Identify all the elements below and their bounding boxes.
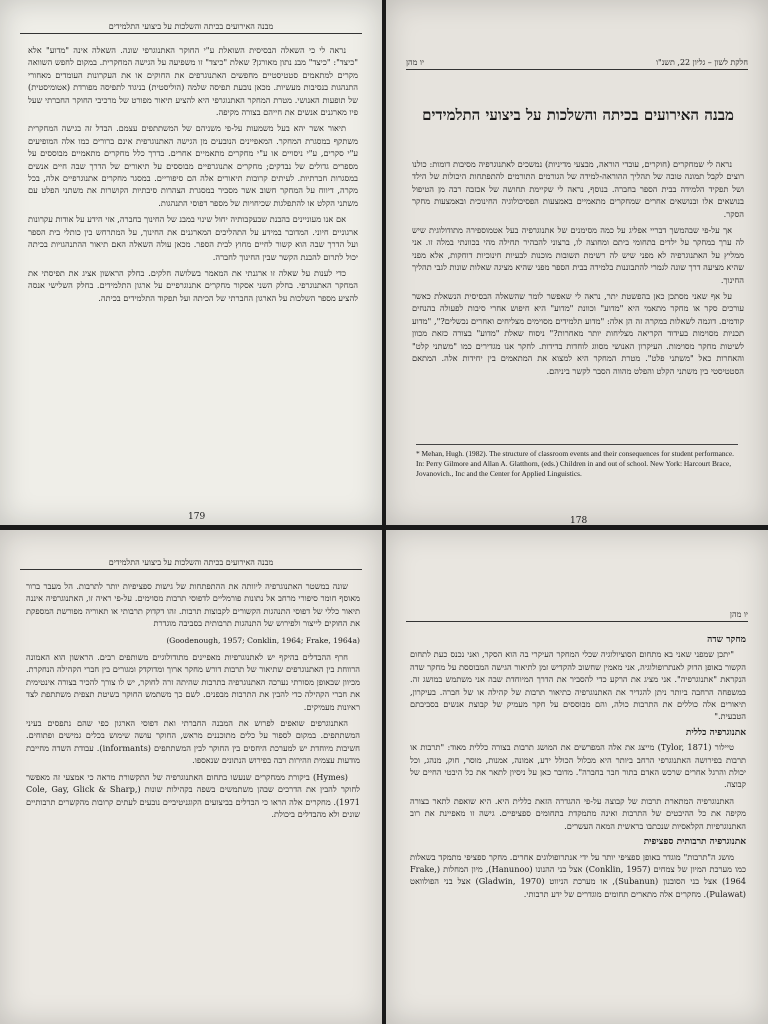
paragraph: האתנוגרפיה המתארת תרבות של קבוצה על-פי ההגדרה הזאת כללית היא. היא שואפת לתאר בצורה מקיפה את כל ההיבטים של התרבות ואינה מתמקדת בתחומים ספציפיים. גישה זו מאפיינת את רוב האתנוגרפיות הקלאסיות שנכתבו בראשית המאה העשרים. bbox=[410, 795, 746, 831]
citation-line bbox=[26, 634, 360, 647]
footnote: * Mehan, Hugh. (1982). The structure of classroom events and their consequences for student performance. In: Perry Gilmore and Allan A. Glatthorn, (eds.) Children in and out of school. New York: Harcourt Brace, Jovanovich., Inc and the Center for Applied Linguistics. bbox=[416, 444, 738, 479]
paragraph: "יתכן שמפני שאני בא מתחום הסוציולוגיה שכלי המחקר העיקרי בה הוא הסקר, ואני נכנס כעת לתחום הקשור באופן הדוק לאנתרופולוגיה, אני מאמין שחשוב להקדיש זמן לתיאור הגישה המבוססת על מחקר שדה הנקראת "אתנוגרפיה". אני מציג את הרקע כדי להסביר את הדרך המיוחדת שבה אני משתמש במושג זה. במשפחה הרחבה ביותר ניתן להגדיר את האתנוגרפיה כתיאור תרבות של קהילה או של חברה. בעיקרון, תיאורים אלה כוללים את התרבות כולה, והם מבוססים על חקר מעמיק של קבוצת אנשים בסביבתם הטבעית." bbox=[410, 649, 746, 722]
paragraph: תיאור אשר יהא בעל משמעות על-פי משניהם של המשתתפים עצמם. הבדל זה בגישה המחקרית משתקף במסגרת המחקר. המאפיינים הנובעים מן הגישה האתנוגרפית אינם ברורים כמו אלה המופיעים ע"י סקרים, ע"י ניסויים או ע"י מחקרים מתאמיים אחרים. בדרך כלל מחקרים מתאמיים מבוססים על מספרים גדולים של נבדקים; מחקרים אתנוגרפיים מבוססים על תיאורים של הדרך שבה חיים אנשים במסגרות חברתיות. לעיתים קרובות תיאורים אלה הם סיפוריים. במסגר מחקרים אתנוגרפיים אלה, בכל מקרה, דיווח על המחקר חשוב אשר מסביר במסגרת הצהרות סיבתיות הקושרות את משתני הפלט עם משתני הקלט או להתפלגות שכיחויות של מספר דפוסי התנהגות. bbox=[28, 123, 358, 208]
page-number: 179 bbox=[188, 512, 206, 522]
body-text bbox=[410, 630, 746, 1020]
paragraph: (Hymes) ביקורת ממחקרים שנעשו בתחום האתנוגרפיה של התקשורת מראה כי אמצעי זה מאפשר לחוקר להבין את הדרכים שבהן משתמשים בשפה בקהילות שונות (Cole, Gay, Glick & Sharp, 1971). מחקרים אלה הראו כי הבדלים בביצועים הקוגניטיביים נובעים לעתים קרובות מהקשרים תרבותיים שונים ולא מהבדלים ביכולת. bbox=[26, 771, 360, 819]
page-number: 178 bbox=[570, 516, 588, 525]
paragraph: שונה במשטר האתנוגרפיה ליוותה את ההתפתחות של גישות ספציפיות יותר לתרבות. הל מעבר ברור מאוסף חומר סיפורי מרחב אל נתונות פורמליים לדפוסי תרבות מסוימים. על-פי ראיה זו, האתנוגרפיה איננה תיאור כללי של דפוסי התנהגות הקשורים לקבוצות תרבות. זהו דקדוק תרבותי או תאוריה מפורשת המספקת את החוקים לייצור ולפירוש של התנהגות תרבותית בסביבה מוגדרת bbox=[26, 581, 360, 629]
paragraph: אם אנו מעוניינים בהבנת שבעקבותיה יחול שינוי במבנ של החינוך בחברה, אזי הידע על אודות עקרונות ארגוניים חיוני. המדובר במידע על התהליכים המארגנים את החינוך, על המתרחש בין כותלי בית הספר ועל הדרך שבה הוא קשור לחיים מחוץ לבית הספר. מכאן עולה השאלה האם תיאור ההתנהגויות בכיתה יכול לתרום להבנת הקשר שבין החינוך לחברה. bbox=[28, 214, 358, 262]
body-text bbox=[26, 580, 360, 1016]
paragraph: על אף שאני מסתכן כאן בהפשטת יתר, נראה לי שאפשר לומר שהשאלה הבסיסית הנשאלת כאשר עורכים סקר או מחקר מתאמי היא "מדוע" וכוונת "מדוע" היא חיפוש אחרי סיבות לפעולה בהנחים קודמים. דוגמה לשאלות במקרה זה הן אלה: "מדוע תלמידים מסוימים מצליחים ואחרים נכשלים?", "מדוע תכניות מסוימות בעידוד הקריאה מצליחות יותר מאחרות?" ניסוח שאלת "מדוע" בצורה כזאת מכוון לשיטות מחקר מסוימות. העיקרון האנושי מסווג לוחדות בדידות. לחקר אנו מגדירים כמו "משתני קלט" והאחרות כאל "משתני פלט". מטרת המחקר היא למצוא את המתאמים בין יחידות אלה. המתאם הסטטיסטי בין משתני הקלט והפלט מהווה הסבר לקשר ביניהם. bbox=[412, 291, 744, 376]
paragraph: נראה לי שמחקרים (חוקרים, עובדי הוראה, מבצעי מדיניות) נמשכים לאתנוגרפיה מסיבות דומות: כולנו רוצים לקבל תמונה טובה של תהליך ההוראה-למידה של הגורמים התורמים להתפתחות היכולות של הילד ושל תפקיד הלמידה בבית הספר בחברה. בנוסף, נראה לי שקיימת תחושה של אכזבה רבה מן הטיפול בנושאים אלו ובנושאים אחרים שמחקרים מתאמיים באמצעות הפסיכולוגיה החינוכית ובאמצעות מחקר הסקר. bbox=[412, 159, 744, 219]
section-heading: מחקר שדה bbox=[707, 635, 746, 645]
running-head bbox=[406, 58, 748, 70]
page-180 bbox=[386, 530, 768, 1024]
paragraph: אך על-פי שבהמשך דבריי אפליג על כמה מסימנים של אתנוגרפיה בעל אטמוספירה מתודולוגית שיש לה ערך במחקר על ילדים בתחומי ביתם ומחוצה לו, ברצוני להבהיר תחילה מהי בכוונתי במלה זו. אני ממליץ על האתנוגרפיה לא מפני שיש לה רשימת תשובות מוכנות לבעיות חינוכיות דוחקות, אלא מפני שהיא מציעה דרך שונה לגמרי להתבוננות בלמידה בבית הספר מפני שהיא מציגה שאלות שונות לגבי תהליך החינוך. bbox=[412, 225, 744, 285]
page-181 bbox=[0, 530, 382, 1024]
author-header: יו מהן bbox=[406, 58, 425, 67]
running-head: יו מהן bbox=[406, 610, 748, 622]
running-head: מבנה האירועים בכיתה והשלכות על ביצועי התלמידים bbox=[20, 22, 362, 34]
paragraph: כדי לענות על שאלה זו ארגנתי את המאמר בשלושה חלקים. בחלק הראשון אציג את תפיסתי את המחקר האתנוגרפי. בחלק השני אסקור מחקרים אתנוגרפיים על ארגון התלמידים. בחלק השלישי אנסה להציע מספר השלכות על הארגון החברתי של הכיתה ועל תפקוד התלמידים בכיתה. bbox=[28, 267, 358, 303]
page-179 bbox=[0, 0, 382, 525]
body-text bbox=[412, 158, 744, 436]
paragraph: מושג ה"תרבות" מוגדר באופן ספציפי יותר על ידי אנתרופולוגים אחרים. מחקר ספציפי מתמקד בשאלות כמו מערכת המיון של צמחים (Conklin, 1957) אצל בני ההנונו (Hanunoo), מיון המחלות (Frake, 1964) אצל בני הסובנון (Subanun), או מערכת הניווט (Gladwin, 1970) אצל בני הפולוואט (Pulawat). מחקרים אלה מתארים תחומים מוגדרים של ידע תרבותי. bbox=[410, 851, 746, 899]
running-head: מבנה האירועים בכיתה והשלכות על ביצועי התלמידים bbox=[20, 558, 362, 570]
body-text bbox=[28, 44, 358, 474]
section-heading: אתנוגרפיה כללית bbox=[685, 727, 746, 738]
journal-header: חלקת לשון – גליון 22, תשנ"ו bbox=[655, 58, 748, 67]
paragraph: חרף ההבדלים בהיקף יש לאתנוגרפיות מאפיינים מתודולוגיים משותפים רבים. הראשון הוא האמונה הרווחת בין האתנוגרפים שתיאור של תרבות דורש מחקר ארוך ומדוקדק ומגורים בין חברי הקהילה הנחקרת. מכיוון שבאופן מסורתי נערכה האתנוגרפיה בתרבות שהיתה זרה לחוקר, יש לו צורך להכיר בצורה אינטימית את חברי הקהילה כדי להבין את התרבות מבפנים. לשם כך משתמש החוקר בשיטת תצפית משתתפת לצד ראיונות מעמיקים. bbox=[26, 652, 360, 712]
paragraph: נראה לי כי השאלה הבסיסית השואלת ע"י החוקר האתנוגרפי שונה. השאלה אינה "מדוע" אלא "כיצד": "כיצד" מבנ נתון מאורגן? שאלת "כיצד" זו משפיעה על הגישה המחקרית. במקום לחפש השוואה מקרים למתאמים סטטיסטיים מחפשים האתנוגרפים את החוקים או את העקרונות העומדים מאחורי התנהגות בנסיבות מעשיות. מכאן נובעת תפיסה שלמה (הוליסטית) בניגוד לתפיסה מפורדת (אטומיסטית) של תופעות האנושי. מטרת המחקר האתנוגרפי היא להציע תיאור מפורט של מרכיבי החוקר החברתי שעל פיו מארגנים אנשים את חייהם בצורה מקיפה. bbox=[28, 45, 358, 118]
page-178 bbox=[386, 0, 768, 525]
paragraph: האתנוגרפים שואפים לפרוש את המבנה החברתי ואת דפוסי הארגון כפי שהם נתפסים בעיני המשתתפים. במקום לספור על כלים מתוכננים מראש, החוקר עושה שימוש בכלים גמישים ופתוחים. חשיבות מיוחדת יש למערכת היחסים בין החוקר לבין המשתתפים (informants). עבודת השדה מחייבת מודעות עצמית וזהירות רבה בפירוש הנתונים שנאספו. bbox=[26, 718, 360, 766]
paragraph: טיילור (Tylor, 1871) מייצג את אלה המפרשים את המושג תרבות בצורה כללית מאוד: "תרבות או תרבות בפירושה האתנוגרפי הרחב ביותר היא מכלול הכולל ידע, אמונה, אמנות, מוסר, חוק, מנהג, וכל יכולת והרגל אחרים שרכש האדם בתור חבר בחברה". מדובר כאן על ניסיון לתאר את כל היבטי החיים של קבוצה. bbox=[410, 742, 746, 790]
citation: (Goodenough, 1957; Conklin, 1964; Frake, 1964a) bbox=[166, 635, 360, 645]
section-heading: אתנוגרפיה תרבותית ספציפית bbox=[643, 837, 746, 848]
article-title: מבנה האירועים בכיתה והשלכות על ביצועי התלמידים bbox=[422, 106, 734, 124]
